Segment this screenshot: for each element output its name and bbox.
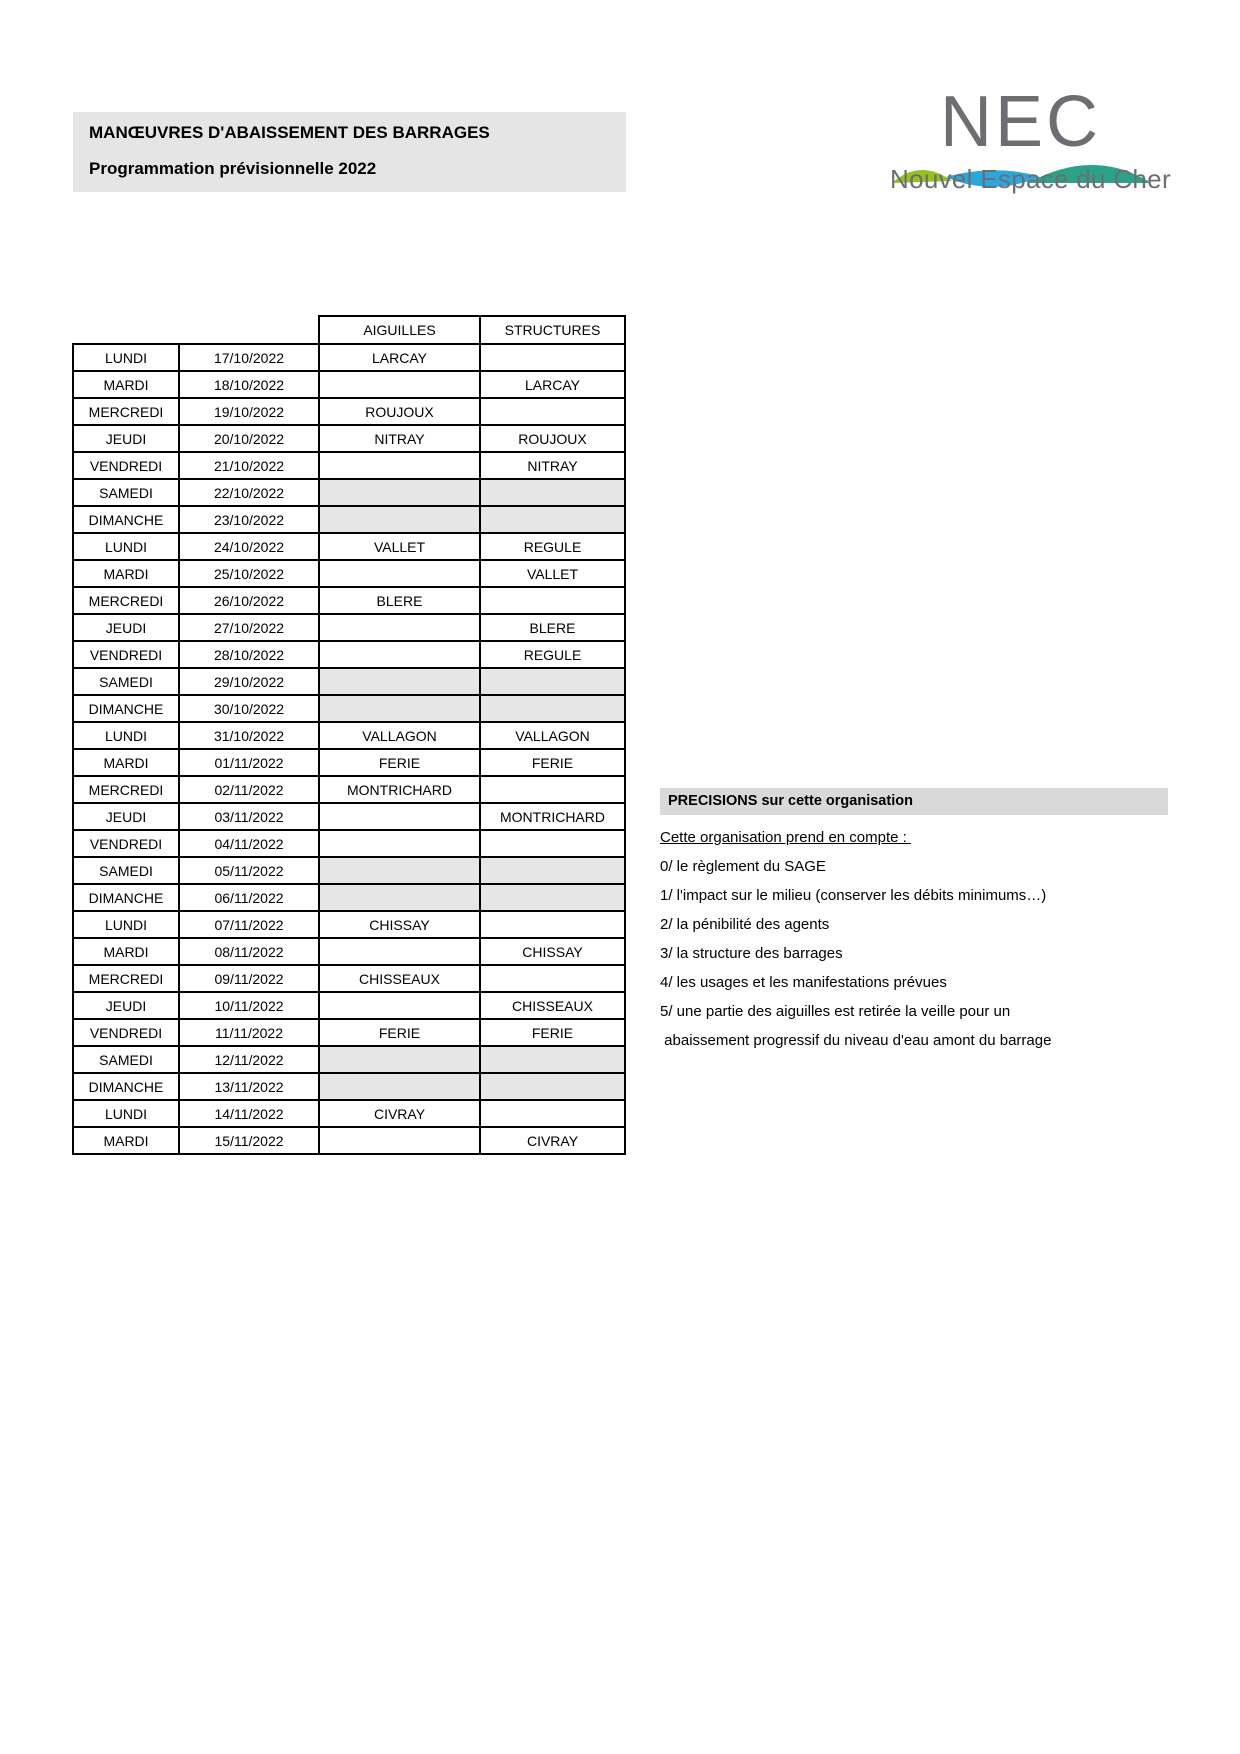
day-cell: SAMEDI bbox=[73, 857, 179, 884]
aiguilles-cell bbox=[319, 371, 480, 398]
table-row bbox=[73, 1046, 625, 1073]
precision-item: 0/ le règlement du SAGE bbox=[660, 858, 826, 875]
table-row bbox=[73, 1073, 625, 1100]
table-row bbox=[73, 479, 625, 506]
date-cell: 31/10/2022 bbox=[179, 722, 319, 749]
date-cell: 06/11/2022 bbox=[179, 884, 319, 911]
date-cell: 18/10/2022 bbox=[179, 371, 319, 398]
structures-cell bbox=[480, 344, 625, 371]
precision-item: abaissement progressif du niveau d'eau amont du barrage bbox=[660, 1032, 1052, 1049]
date-cell: 22/10/2022 bbox=[179, 479, 319, 506]
day-cell: MERCREDI bbox=[73, 965, 179, 992]
day-cell: VENDREDI bbox=[73, 1019, 179, 1046]
day-cell: SAMEDI bbox=[73, 479, 179, 506]
day-cell: VENDREDI bbox=[73, 641, 179, 668]
precision-item: 4/ les usages et les manifestations prévues bbox=[660, 974, 947, 991]
day-cell: MERCREDI bbox=[73, 587, 179, 614]
table-row bbox=[73, 452, 625, 479]
aiguilles-cell: MONTRICHARD bbox=[319, 776, 480, 803]
date-cell: 11/11/2022 bbox=[179, 1019, 319, 1046]
structures-cell: FERIE bbox=[480, 1019, 625, 1046]
table-row bbox=[73, 776, 625, 803]
aiguilles-cell: BLERE bbox=[319, 587, 480, 614]
aiguilles-cell: CIVRAY bbox=[319, 1100, 480, 1127]
aiguilles-cell: LARCAY bbox=[319, 344, 480, 371]
day-cell: MARDI bbox=[73, 560, 179, 587]
schedule-table bbox=[72, 315, 626, 1155]
nec-logo-name: Nouvel Espace du Cher bbox=[890, 164, 1171, 194]
structures-cell: BLERE bbox=[480, 614, 625, 641]
table-row bbox=[73, 533, 625, 560]
aiguilles-cell bbox=[319, 1073, 480, 1100]
structures-cell bbox=[480, 830, 625, 857]
day-cell: LUNDI bbox=[73, 722, 179, 749]
structures-cell bbox=[480, 884, 625, 911]
table-row bbox=[73, 506, 625, 533]
title-block bbox=[73, 112, 626, 192]
precision-item: 5/ une partie des aiguilles est retirée la veille pour un bbox=[660, 1003, 1011, 1020]
date-cell: 07/11/2022 bbox=[179, 911, 319, 938]
schedule-table-body bbox=[73, 344, 625, 1154]
aiguilles-cell bbox=[319, 830, 480, 857]
structures-cell: ROUJOUX bbox=[480, 425, 625, 452]
aiguilles-cell bbox=[319, 452, 480, 479]
day-cell: VENDREDI bbox=[73, 830, 179, 857]
structures-cell bbox=[480, 1046, 625, 1073]
day-cell: JEUDI bbox=[73, 803, 179, 830]
table-header-row bbox=[73, 316, 625, 344]
date-cell: 29/10/2022 bbox=[179, 668, 319, 695]
structures-cell: REGULE bbox=[480, 641, 625, 668]
precisions-title: PRECISIONS sur cette organisation bbox=[660, 788, 1168, 815]
date-cell: 12/11/2022 bbox=[179, 1046, 319, 1073]
structures-cell bbox=[480, 911, 625, 938]
date-cell: 01/11/2022 bbox=[179, 749, 319, 776]
table-row bbox=[73, 614, 625, 641]
aiguilles-cell: VALLAGON bbox=[319, 722, 480, 749]
day-cell: LUNDI bbox=[73, 344, 179, 371]
nec-logo-acronym: NEC bbox=[940, 82, 1102, 162]
date-cell: 05/11/2022 bbox=[179, 857, 319, 884]
precision-item: 2/ la pénibilité des agents bbox=[660, 916, 830, 933]
structures-cell bbox=[480, 587, 625, 614]
aiguilles-cell bbox=[319, 479, 480, 506]
precisions-intro: Cette organisation prend en compte : bbox=[660, 829, 911, 846]
date-cell: 14/11/2022 bbox=[179, 1100, 319, 1127]
date-cell: 24/10/2022 bbox=[179, 533, 319, 560]
structures-cell: LARCAY bbox=[480, 371, 625, 398]
page-title: MANŒUVRES D'ABAISSEMENT DES BARRAGES bbox=[89, 123, 490, 142]
aiguilles-cell: CHISSAY bbox=[319, 911, 480, 938]
precision-item: 3/ la structure des barrages bbox=[660, 945, 843, 962]
structures-cell: CIVRAY bbox=[480, 1127, 625, 1154]
table-row bbox=[73, 884, 625, 911]
table-row bbox=[73, 371, 625, 398]
table-row bbox=[73, 911, 625, 938]
structures-cell: NITRAY bbox=[480, 452, 625, 479]
day-cell: DIMANCHE bbox=[73, 506, 179, 533]
day-cell: DIMANCHE bbox=[73, 1073, 179, 1100]
structures-cell: MONTRICHARD bbox=[480, 803, 625, 830]
structures-cell bbox=[480, 776, 625, 803]
date-cell: 20/10/2022 bbox=[179, 425, 319, 452]
table-row bbox=[73, 344, 625, 371]
aiguilles-cell bbox=[319, 992, 480, 1019]
date-cell: 17/10/2022 bbox=[179, 344, 319, 371]
structures-cell bbox=[480, 1073, 625, 1100]
day-cell: LUNDI bbox=[73, 1100, 179, 1127]
date-cell: 25/10/2022 bbox=[179, 560, 319, 587]
structures-cell bbox=[480, 479, 625, 506]
day-cell: SAMEDI bbox=[73, 1046, 179, 1073]
table-row bbox=[73, 1019, 625, 1046]
aiguilles-cell bbox=[319, 641, 480, 668]
precision-item: 1/ l'impact sur le milieu (conserver les débits minimums…) bbox=[660, 887, 1047, 904]
date-cell: 21/10/2022 bbox=[179, 452, 319, 479]
aiguilles-cell bbox=[319, 506, 480, 533]
aiguilles-cell bbox=[319, 614, 480, 641]
structures-cell: VALLAGON bbox=[480, 722, 625, 749]
aiguilles-cell bbox=[319, 857, 480, 884]
date-cell: 02/11/2022 bbox=[179, 776, 319, 803]
day-cell: SAMEDI bbox=[73, 668, 179, 695]
day-cell: JEUDI bbox=[73, 992, 179, 1019]
day-cell: DIMANCHE bbox=[73, 695, 179, 722]
table-row bbox=[73, 641, 625, 668]
day-cell: JEUDI bbox=[73, 425, 179, 452]
table-row bbox=[73, 722, 625, 749]
day-cell: MERCREDI bbox=[73, 398, 179, 425]
aiguilles-cell: VALLET bbox=[319, 533, 480, 560]
aiguilles-cell: ROUJOUX bbox=[319, 398, 480, 425]
aiguilles-cell bbox=[319, 668, 480, 695]
day-cell: JEUDI bbox=[73, 614, 179, 641]
date-cell: 04/11/2022 bbox=[179, 830, 319, 857]
structures-cell: VALLET bbox=[480, 560, 625, 587]
table-row bbox=[73, 1127, 625, 1154]
structures-cell: CHISSEAUX bbox=[480, 992, 625, 1019]
precisions-panel bbox=[660, 788, 1168, 1055]
table-row bbox=[73, 560, 625, 587]
structures-cell bbox=[480, 506, 625, 533]
column-header-structures: STRUCTURES bbox=[480, 316, 625, 344]
table-row bbox=[73, 830, 625, 857]
structures-cell: REGULE bbox=[480, 533, 625, 560]
date-cell: 13/11/2022 bbox=[179, 1073, 319, 1100]
structures-cell: FERIE bbox=[480, 749, 625, 776]
day-cell: MARDI bbox=[73, 938, 179, 965]
day-cell: VENDREDI bbox=[73, 452, 179, 479]
date-cell: 08/11/2022 bbox=[179, 938, 319, 965]
structures-cell bbox=[480, 668, 625, 695]
aiguilles-cell bbox=[319, 1127, 480, 1154]
table-row bbox=[73, 695, 625, 722]
aiguilles-cell: FERIE bbox=[319, 749, 480, 776]
aiguilles-cell bbox=[319, 560, 480, 587]
table-row bbox=[73, 803, 625, 830]
day-cell: LUNDI bbox=[73, 911, 179, 938]
table-row bbox=[73, 587, 625, 614]
table-row bbox=[73, 992, 625, 1019]
day-cell: MARDI bbox=[73, 1127, 179, 1154]
date-cell: 30/10/2022 bbox=[179, 695, 319, 722]
table-row bbox=[73, 965, 625, 992]
table-row bbox=[73, 668, 625, 695]
day-cell: LUNDI bbox=[73, 533, 179, 560]
date-cell: 23/10/2022 bbox=[179, 506, 319, 533]
table-row bbox=[73, 398, 625, 425]
aiguilles-cell bbox=[319, 695, 480, 722]
aiguilles-cell: NITRAY bbox=[319, 425, 480, 452]
aiguilles-cell bbox=[319, 803, 480, 830]
day-cell: DIMANCHE bbox=[73, 884, 179, 911]
table-row bbox=[73, 938, 625, 965]
structures-cell bbox=[480, 857, 625, 884]
aiguilles-cell: FERIE bbox=[319, 1019, 480, 1046]
date-cell: 09/11/2022 bbox=[179, 965, 319, 992]
date-cell: 15/11/2022 bbox=[179, 1127, 319, 1154]
aiguilles-cell bbox=[319, 1046, 480, 1073]
nec-logo bbox=[890, 82, 1171, 206]
table-row bbox=[73, 749, 625, 776]
day-cell: MARDI bbox=[73, 371, 179, 398]
structures-cell: CHISSAY bbox=[480, 938, 625, 965]
day-cell: MERCREDI bbox=[73, 776, 179, 803]
day-cell: MARDI bbox=[73, 749, 179, 776]
precisions-list bbox=[660, 852, 1168, 1055]
table-row bbox=[73, 425, 625, 452]
date-cell: 27/10/2022 bbox=[179, 614, 319, 641]
column-header-aiguilles: AIGUILLES bbox=[319, 316, 480, 344]
structures-cell bbox=[480, 398, 625, 425]
aiguilles-cell: CHISSEAUX bbox=[319, 965, 480, 992]
table-row bbox=[73, 1100, 625, 1127]
aiguilles-cell bbox=[319, 884, 480, 911]
structures-cell bbox=[480, 965, 625, 992]
table-row bbox=[73, 857, 625, 884]
date-cell: 28/10/2022 bbox=[179, 641, 319, 668]
date-cell: 26/10/2022 bbox=[179, 587, 319, 614]
date-cell: 19/10/2022 bbox=[179, 398, 319, 425]
aiguilles-cell bbox=[319, 938, 480, 965]
date-cell: 03/11/2022 bbox=[179, 803, 319, 830]
structures-cell bbox=[480, 695, 625, 722]
structures-cell bbox=[480, 1100, 625, 1127]
page-subtitle: Programmation prévisionnelle 2022 bbox=[89, 159, 377, 178]
header-spacer bbox=[73, 316, 319, 344]
date-cell: 10/11/2022 bbox=[179, 992, 319, 1019]
